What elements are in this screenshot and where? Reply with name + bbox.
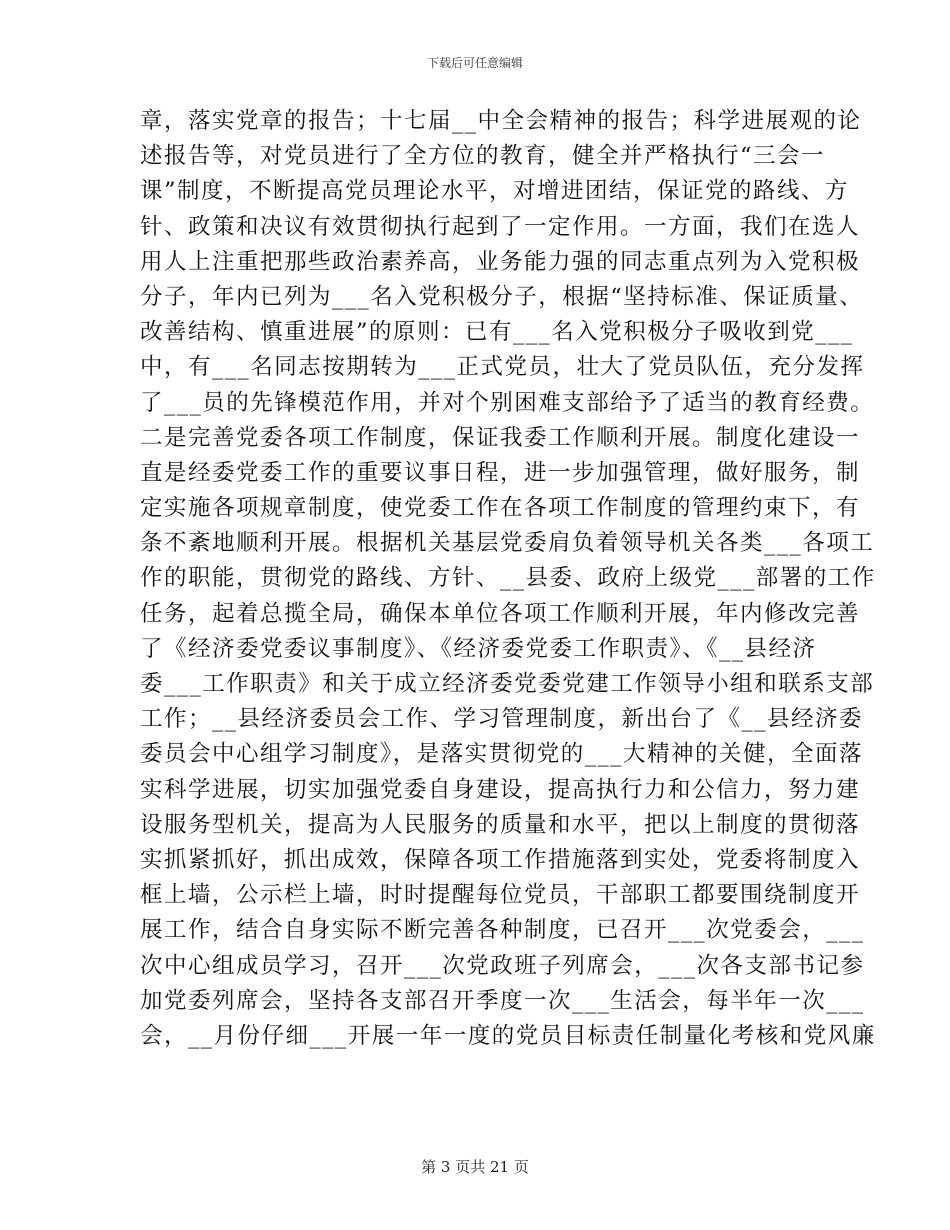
text-line: 条不紊地顺利开展。根据机关基层党委肩负着领导机关各类___各项工 bbox=[140, 530, 875, 557]
text-line: 了___员的先锋模范作用，并对个别困难支部给予了适当的教育经费。 bbox=[140, 389, 875, 416]
text-line: 委员会中心组学习制度》，是落实贯彻党的___大精神的关健，全面落 bbox=[140, 741, 864, 768]
text-line: 展工作，结合自身实际不断完善各种制度，已召开___次党委会，___ bbox=[140, 917, 865, 944]
text-line: 课”制度，不断提高党员理论水平，对增进团结，保证党的路线、方 bbox=[140, 178, 850, 205]
text-line: 任务，起着总揽全局，确保本单位各项工作顺利开展，年内修改完善 bbox=[140, 600, 861, 627]
text-line: 实抓紧抓好，抓出成效，保障各项工作措施落到实处，党委将制度入 bbox=[140, 846, 861, 873]
text-line: 中，有___名同志按期转为___正式党员，壮大了党员队伍，充分发挥 bbox=[140, 354, 865, 381]
page-header: 下载后可任意编辑 bbox=[426, 56, 523, 70]
document-body bbox=[140, 104, 876, 1054]
page-number-footer: 第 3 页共 21 页 bbox=[421, 1158, 529, 1176]
text-line: 针、政策和决议有效贯彻执行起到了一定作用。一方面，我们在选人 bbox=[140, 213, 861, 240]
text-line: 用人上注重把那些政治素养高，业务能力强的同志重点列为入党积极 bbox=[140, 248, 861, 275]
text-line: 述报告等，对党员进行了全方位的教育，健全并严格执行“三会一 bbox=[140, 143, 826, 170]
text-line: 章，落实党章的报告；十七届__中全会精神的报告；科学进展观的论 bbox=[140, 108, 862, 134]
text-line: 了《经济委党委议事制度》、《经济委党委工作职责》、《__县经济 bbox=[140, 635, 817, 662]
text-line: 加党委列席会，坚持各支部召开季度一次___生活会，每半年一次___ bbox=[140, 987, 865, 1014]
text-line: 改善结构、慎重进展”的原则：已有___名入党积极分子吸收到党___ bbox=[140, 319, 854, 346]
text-line: 设服务型机关，提高为人民服务的质量和水平，把以上制度的贯彻落 bbox=[140, 811, 861, 838]
text-line: 实科学进展，切实加强党委自身建设，提高执行力和公信力，努力建 bbox=[140, 776, 861, 803]
text-line: 次中心组成员学习，召开___次党政班子列席会，___次各支部书记参 bbox=[140, 952, 865, 979]
text-line: 工作；__县经济委员会工作、学习管理制度，新出台了《__县经济委 bbox=[140, 706, 864, 733]
text-line: 分子，年内已列为___名入党积极分子，根据“坚持标准、保证质量、 bbox=[140, 283, 864, 310]
text-line: 会，__月份仔细___开展一年一度的党员目标责任制量化考核和党风廉 bbox=[140, 1022, 876, 1049]
text-line: 定实施各项规章制度，使党委工作在各项工作制度的管理约束下，有 bbox=[140, 495, 861, 522]
text-line: 直是经委党委工作的重要议事日程，进一步加强管理，做好服务，制 bbox=[140, 459, 861, 486]
text-line: 二是完善党委各项工作制度，保证我委工作顺利开展。制度化建设一 bbox=[140, 424, 861, 451]
text-line: 委___工作职责》和关于成立经济委党委党建工作领导小组和联系支部 bbox=[140, 671, 875, 697]
text-line: 框上墙，公示栏上墙，时时提醒每位党员，干部职工都要围绕制度开 bbox=[140, 882, 861, 909]
text-line: 作的职能，贯彻党的路线、方针、__县委、政府上级党___部署的工作 bbox=[140, 565, 876, 592]
